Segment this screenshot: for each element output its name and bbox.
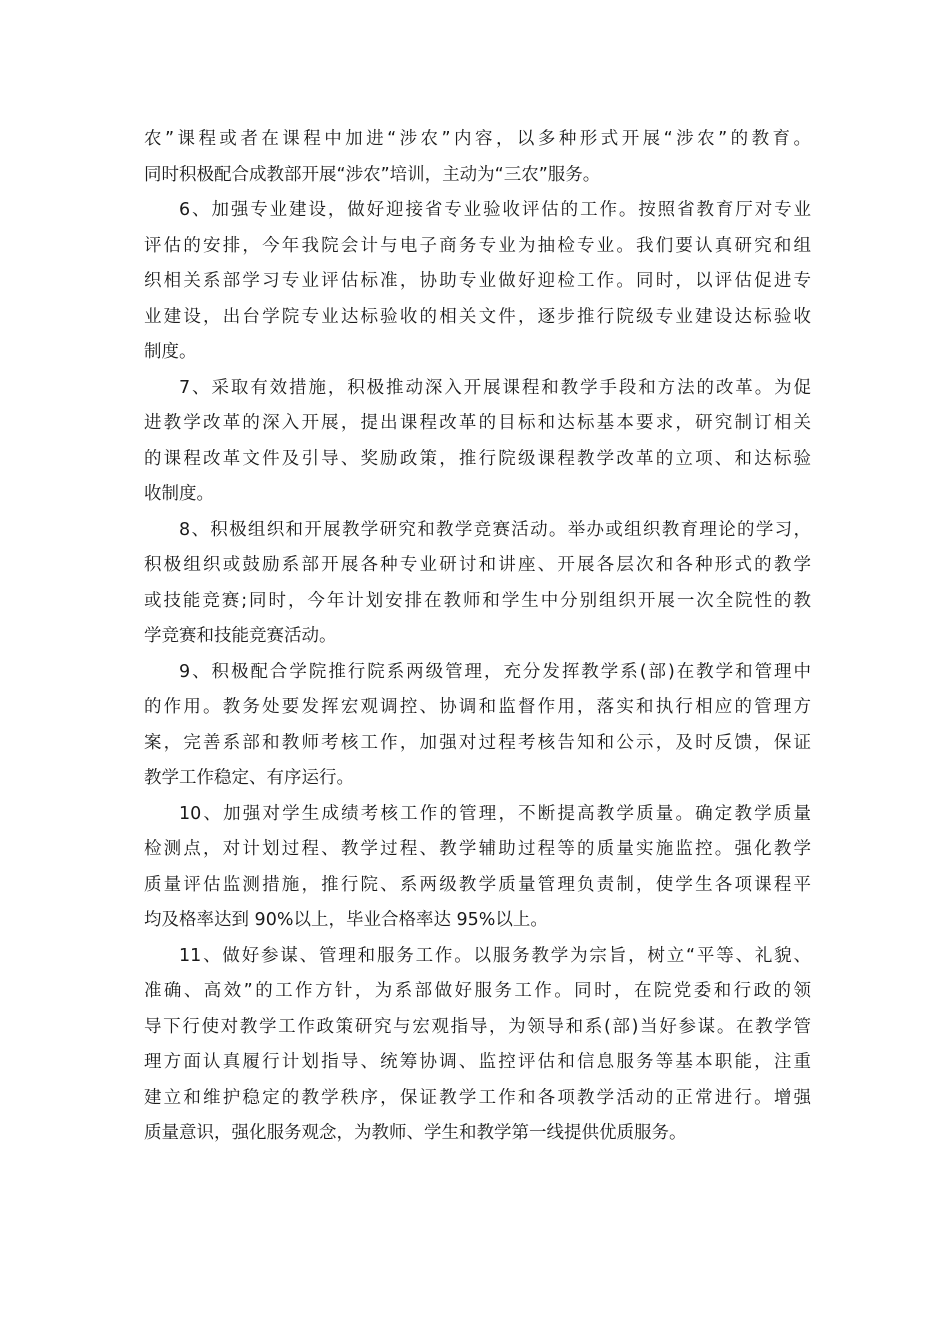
text-line: 教学工作稳定、有序运行。 [144,768,354,788]
text-line: 织相关系部学习专业评估标准，协助专业做好迎检工作。同时，以评估促进专 [144,271,811,291]
paragraph-6-line: 6、加强专业建设，做好迎接省专业验收评估的工作。按照省教育厅对专业 [179,200,811,220]
text-line: 积极组织或鼓励系部开展各种专业研讨和讲座、开展各层次和各种形式的教学 [144,555,811,575]
text-line: 收制度。 [144,484,214,504]
text-line: 导下行使对教学工作政策研究与宏观指导，为领导和系(部)当好参谋。在教学管 [144,1016,811,1037]
text-line: 准确、高效”的工作方针，为系部做好服务工作。同时，在院党委和行政的领 [144,981,811,1001]
document-page [144,122,811,1152]
text-line: 制度。 [144,342,197,362]
text-line: 评估的安排，今年我院会计与电子商务专业为抽检专业。我们要认真研究和组 [144,235,811,256]
paragraph-11-line: 11、做好参谋、管理和服务工作。以服务教学为宗旨，树立“平等、礼貌、 [179,945,811,966]
text-line: 或技能竞赛;同时，今年计划安排在教师和学生中分别组织开展一次全院性的教 [144,590,811,611]
text-line: 同时积极配合成教部开展“涉农”培训，主动为“三农”服务。 [144,164,601,185]
text-line: 业建设，出台学院专业达标验收的相关文件，逐步推行院级专业建设达标验收 [144,306,811,327]
text-line: 农”课程或者在课程中加进“涉农”内容，以多种形式开展“涉农”的教育。 [144,129,811,149]
text-line: 的课程改革文件及引导、奖励政策，推行院级课程教学改革的立项、和达标验 [144,448,811,469]
text-line: 学竞赛和技能竞赛活动。 [144,626,337,646]
text-line: 案，完善系部和教师考核工作，加强对过程考核告知和公示，及时反馈，保证 [144,732,811,753]
text-line: 均及格率达到 90%以上，毕业合格率达 95%以上。 [144,910,548,930]
text-line: 理方面认真履行计划指导、统筹协调、监控评估和信息服务等基本职能，注重 [144,1052,811,1072]
paragraph-10-line: 10、加强对学生成绩考核工作的管理，不断提高教学质量。确定教学质量 [179,803,811,824]
paragraph-7-line: 7、采取有效措施，积极推动深入开展课程和教学手段和方法的改革。为促 [179,377,811,398]
paragraph-9-line: 9、积极配合学院推行院系两级管理，充分发挥教学系(部)在教学和管理中 [179,661,811,682]
paragraph-8-line: 8、积极组织和开展教学研究和教学竞赛活动。举办或组织教育理论的学习， [179,519,811,540]
text-line: 进教学改革的深入开展，提出课程改革的目标和达标基本要求，研究制订相关 [144,413,811,433]
text-line: 建立和维护稳定的教学秩序，保证教学工作和各项教学活动的正常进行。增强 [144,1087,811,1108]
text-line: 的作用。教务处要发挥宏观调控、协调和监督作用，落实和执行相应的管理方 [144,697,811,717]
text-line: 质量意识，强化服务观念，为教师、学生和教学第一线提供优质服务。 [144,1123,687,1143]
text-line: 检测点，对计划过程、教学过程、教学辅助过程等的质量实施监控。强化教学 [144,839,811,859]
text-line: 质量评估监测措施，推行院、系两级教学质量管理负责制，使学生各项课程平 [144,874,811,895]
